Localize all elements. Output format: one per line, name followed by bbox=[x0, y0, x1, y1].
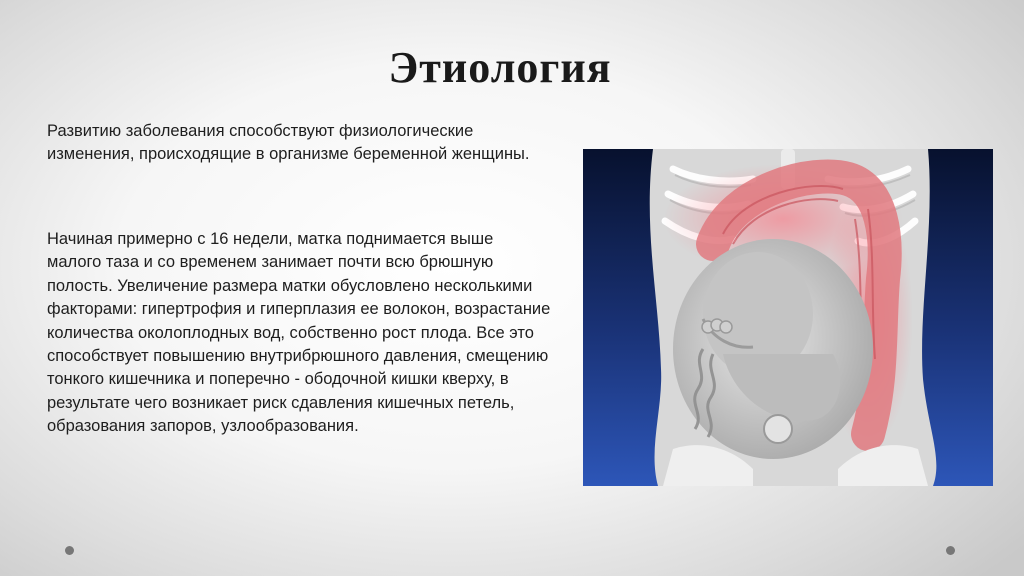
main-paragraph: Начиная примерно с 16 недели, матка поднимается выше малого таза и со временем занимает почти всю брюшную полость. Увеличение размера матки обусловлено несколькими факторами: гипертрофия и гиперплазия ее волокон, возрастание количества околоплодных вод, собственно рост плода. Все это способствует повышению внутрибрюшного давления, смещению тонкого кишечника и поперечно - ободочной кишки кверху, в результате чего возникает риск сдавления кишечных петель, образования запоров, узлообразования. bbox=[47, 230, 551, 436]
nav-dot-left bbox=[65, 546, 74, 555]
slide-title: Этиология bbox=[388, 43, 612, 92]
anatomy-illustration bbox=[583, 149, 993, 486]
intro-paragraph: Развитию заболевания способствуют физиологические изменения, происходящие в организме беременной женщины. bbox=[47, 122, 530, 164]
pregnancy-anatomy-icon bbox=[583, 149, 993, 486]
nav-dot-right bbox=[946, 546, 955, 555]
